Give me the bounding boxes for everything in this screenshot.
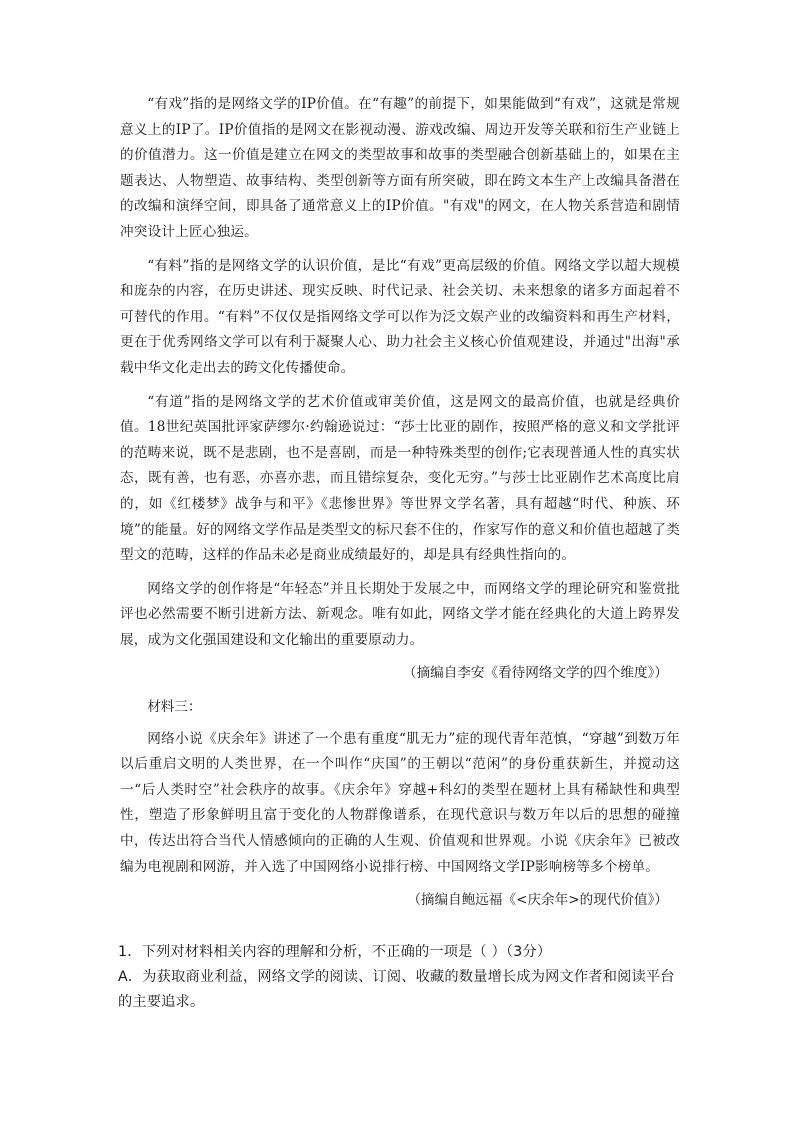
passage-source-2: （摘编自鲍远福《<庆余年>的现代价值》） [407, 892, 668, 909]
reading-passage [120, 92, 680, 922]
passage-paragraph-youdao: “有道”指的是网络文学的艺术价值或审美价值，这是网文的最高价值，也就是经典价值。18世纪英国批评家萨缪尔·约翰逊说过：“莎士比亚的剧作，按照严格的意义和文学批评的范畴来说，既不是悲剧，也不是喜剧，而是一种特殊类型的创作;它表现普通人性的真实状态，既有善，也有恶，亦喜亦悲，而且错综复杂，变化无穷。”与莎士比亚剧作艺术高度比肩的，如《红楼梦》战争与和平》《悲惨世界》等世界文学名著，具有超越“时代、种族、环境”的能量。好的网络文学作品是类型文的标尺套不住的，作家写作的意义和价值也超越了类型文的范畴，这样的作品未必是商业成绩最好的，却是具有经典性指向的。 [120, 393, 680, 564]
passage-paragraph-qingyunian: 网络小说《庆余年》讲述了一个患有重度“肌无力”症的现代青年范慎，“穿越”到数万年以后重启文明的人类世界，在一个叫作“庆国”的王朝以“范闲”的身份重获新生，并搅动这一“后人类时空”社会秩序的故事。《庆余年》穿越+科幻的类型在题材上具有稀缺性和典型性，塑造了形象鲜明且富于变化的人物群像谱系，在现代意识与数万年以后的思想的碰撞中，传达出符合当代人情感倾向的正确的人生观、价值观和世界观。小说《庆余年》已被改编为电视剧和网游，并入选了中国网络小说排行榜、中国网络文学IP影响榜等多个榜单。 [120, 730, 680, 875]
material-three-label: 材料三： [147, 699, 202, 716]
passage-source-1: （摘编自李安《看待网络文学的四个维度》） [402, 665, 668, 682]
passage-paragraph-youxi: “有戏”指的是网络文学的IP价值。在“有趣”的前提下，如果能做到“有戏”，这就是常规意义上的IP了。IP价值指的是网文在影视动漫、游戏改编、周边开发等关联和衍生产业链上的价值潜力。这一价值是建立在网文的类型故事和故事的类型融合创新基础上的，如果在主题表达、人物塑造、故事结构、类型创新等方面有所突破，即在跨文本生产上改编具备潜在的改编和演绎空间，即具备了通常意义上的IP价值。"有戏"的网文，在人物关系营造和剧情冲突设计上匠心独运。 [120, 96, 680, 240]
passage-paragraph-conclusion: 网络文学的创作将是“年轻态”并且长期处于发展之中，而网络文学的理论研究和鉴赏批评也必然需要不断引进新方法、新观念。唯有如此，网络文学才能在经典化的大道上跨界发展，成为文化强国建设和文化输出的重要原动力。 [120, 580, 680, 648]
question-stem: 1．下列对材料相关内容的理解和分析，不正确的一项是（ ）（3分） [118, 944, 552, 960]
passage-paragraph-youliao: “有料”指的是网络文学的认识价值，是比“有戏”更高层级的价值。网络文学以超大规模和庞杂的内容，在历史讲述、现实反映、时代记录、社会关切、未来想象的诸多方面起着不可替代的作用。“有料”不仅仅是指网络文学可以作为泛文娱产业的改编资料和再生产材料，更在于优秀网络文学可以有利于凝聚人心、助力社会主义核心价值观建设，并通过"出海"承载中华文化走出去的跨文化传播使命。 [120, 257, 680, 376]
question-option-a: A．为获取商业利益，网络文学的阅读、订阅、收藏的数量增长成为网文作者和阅读平台的主要追求。 [118, 969, 675, 1011]
question-1 [118, 940, 684, 1016]
